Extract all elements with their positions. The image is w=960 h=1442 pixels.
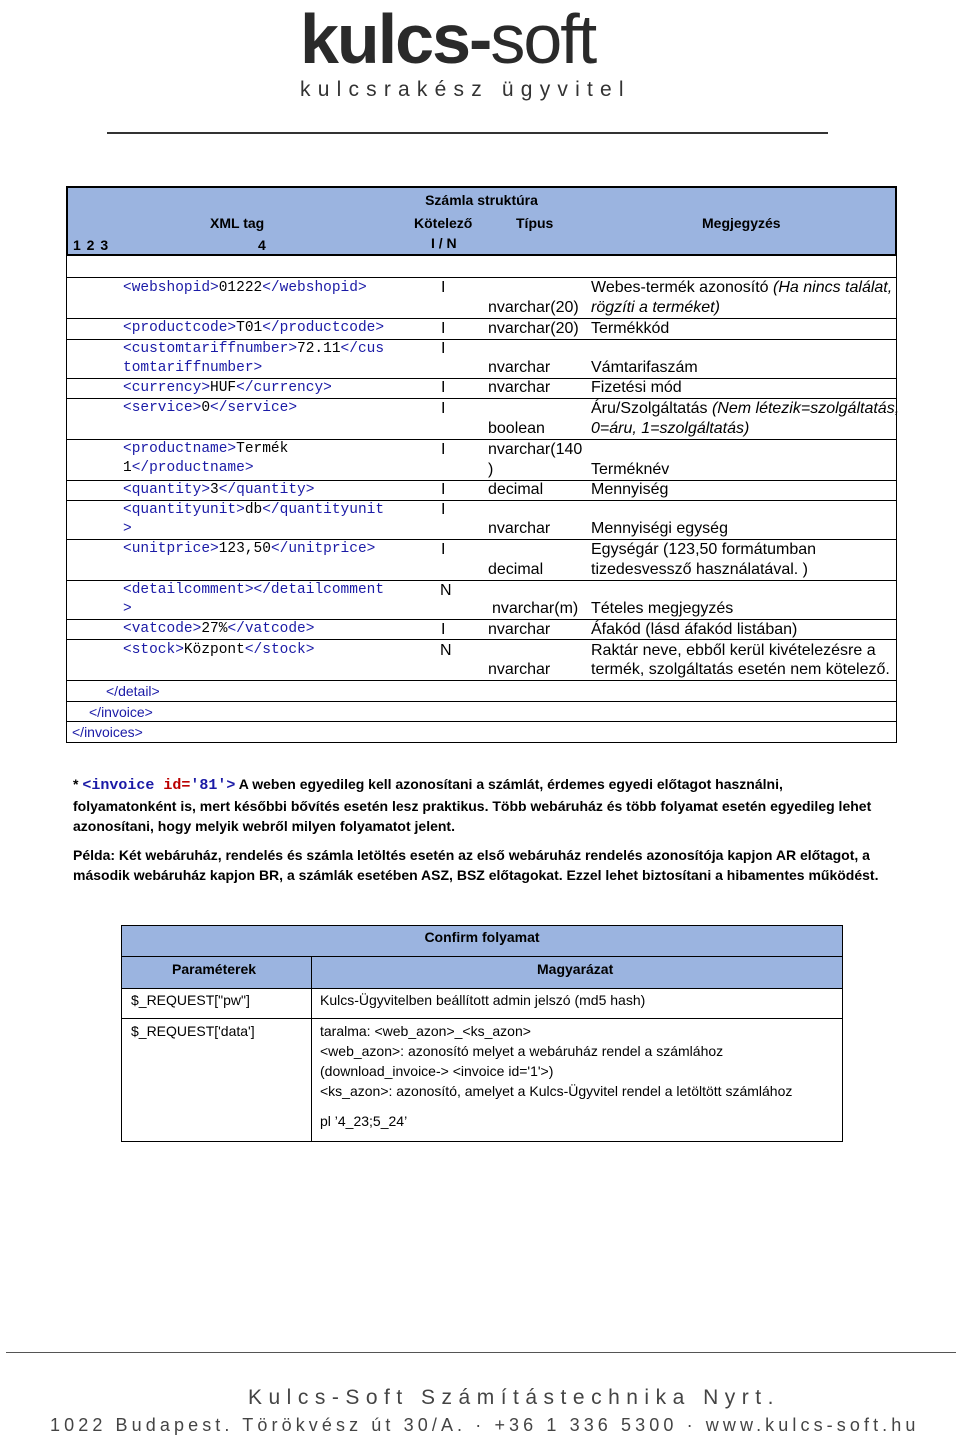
footer-address: 1022 Budapest. Törökvész út 30/A. · +36 1 336 5300 · www.kulcs-soft.hu (50, 1415, 920, 1435)
col-required: Kötelező (414, 215, 473, 231)
logo-tagline: kulcsrakész ügyvitel (300, 78, 631, 101)
footer-company: Kulcs-Soft Számítástechnika Nyrt. (248, 1386, 780, 1409)
col-levels: 1 2 3 (73, 237, 109, 253)
footer-divider (6, 1352, 956, 1353)
close-invoices-tag: </invoices> (72, 724, 143, 740)
param-pw-desc: Kulcs-Ügyvitelben beállított admin jelszó (md5 hash) (320, 992, 646, 1008)
col-level-4: 4 (258, 237, 266, 253)
param-data: $_REQUEST['data'] (131, 1023, 255, 1039)
invoice-id-note: * <invoice id='81'> A weben egyedileg kell azonosítani a számlát, érdemes egyedi előtagot használni, folyamatonként is, mert későbbi bővítés esetén lesz praktikus. Több webáruház és több folyamat esetén egyedileg lehet azonosítani, hogy melyik webről milyen folyamatot jelent. (73, 776, 872, 834)
close-detail-tag: </detail> (106, 683, 160, 699)
table-title: Számla struktúra (425, 192, 538, 208)
col-type: Típus (516, 215, 554, 231)
header-divider (107, 132, 828, 134)
company-logo (300, 0, 645, 102)
logo-wordmark: kulcs-soft (300, 0, 596, 78)
close-invoice-tag: </invoice> (89, 704, 153, 720)
col-required-values: I / N (431, 235, 457, 251)
col-xml-tag: XML tag (210, 215, 265, 231)
example-note: Példa: Két webáruház, rendelés és számla letöltés esetén az első webáruház rendelés azonosítója kapjon AR előtagot, a második webáruház kapjon BR, a számlák esetében ASZ, BSZ előtagokat. Ezzel lehet biztosítani a hibamentes működést. (73, 847, 879, 883)
col-description: Magyarázat (537, 961, 614, 977)
table2-title: Confirm folyamat (424, 929, 540, 945)
col-params: Paraméterek (172, 961, 257, 977)
col-note: Megjegyzés (702, 215, 781, 231)
invoice-structure-table (66, 186, 897, 256)
table-header (66, 186, 897, 256)
confirm-process-table: Confirm folyamat Paraméterek Magyarázat $_REQUEST["pw"] Kulcs-Ügyvitelben beállított admin jelszó (md5 hash) $_REQUEST['data'] taralma: <web_azon>_<ks_azon> <web_azon>: azonosító melyet a webáruház rendel a számlához (download_invoice-> <invoice id='1'>) <ks_azon>: azonosító, amelyet a Kulcs-Ügyvitel rendel a letöltött számlához pl ’4_23;5_24’ (121, 925, 843, 1142)
param-pw: $_REQUEST["pw"] (131, 992, 250, 1008)
